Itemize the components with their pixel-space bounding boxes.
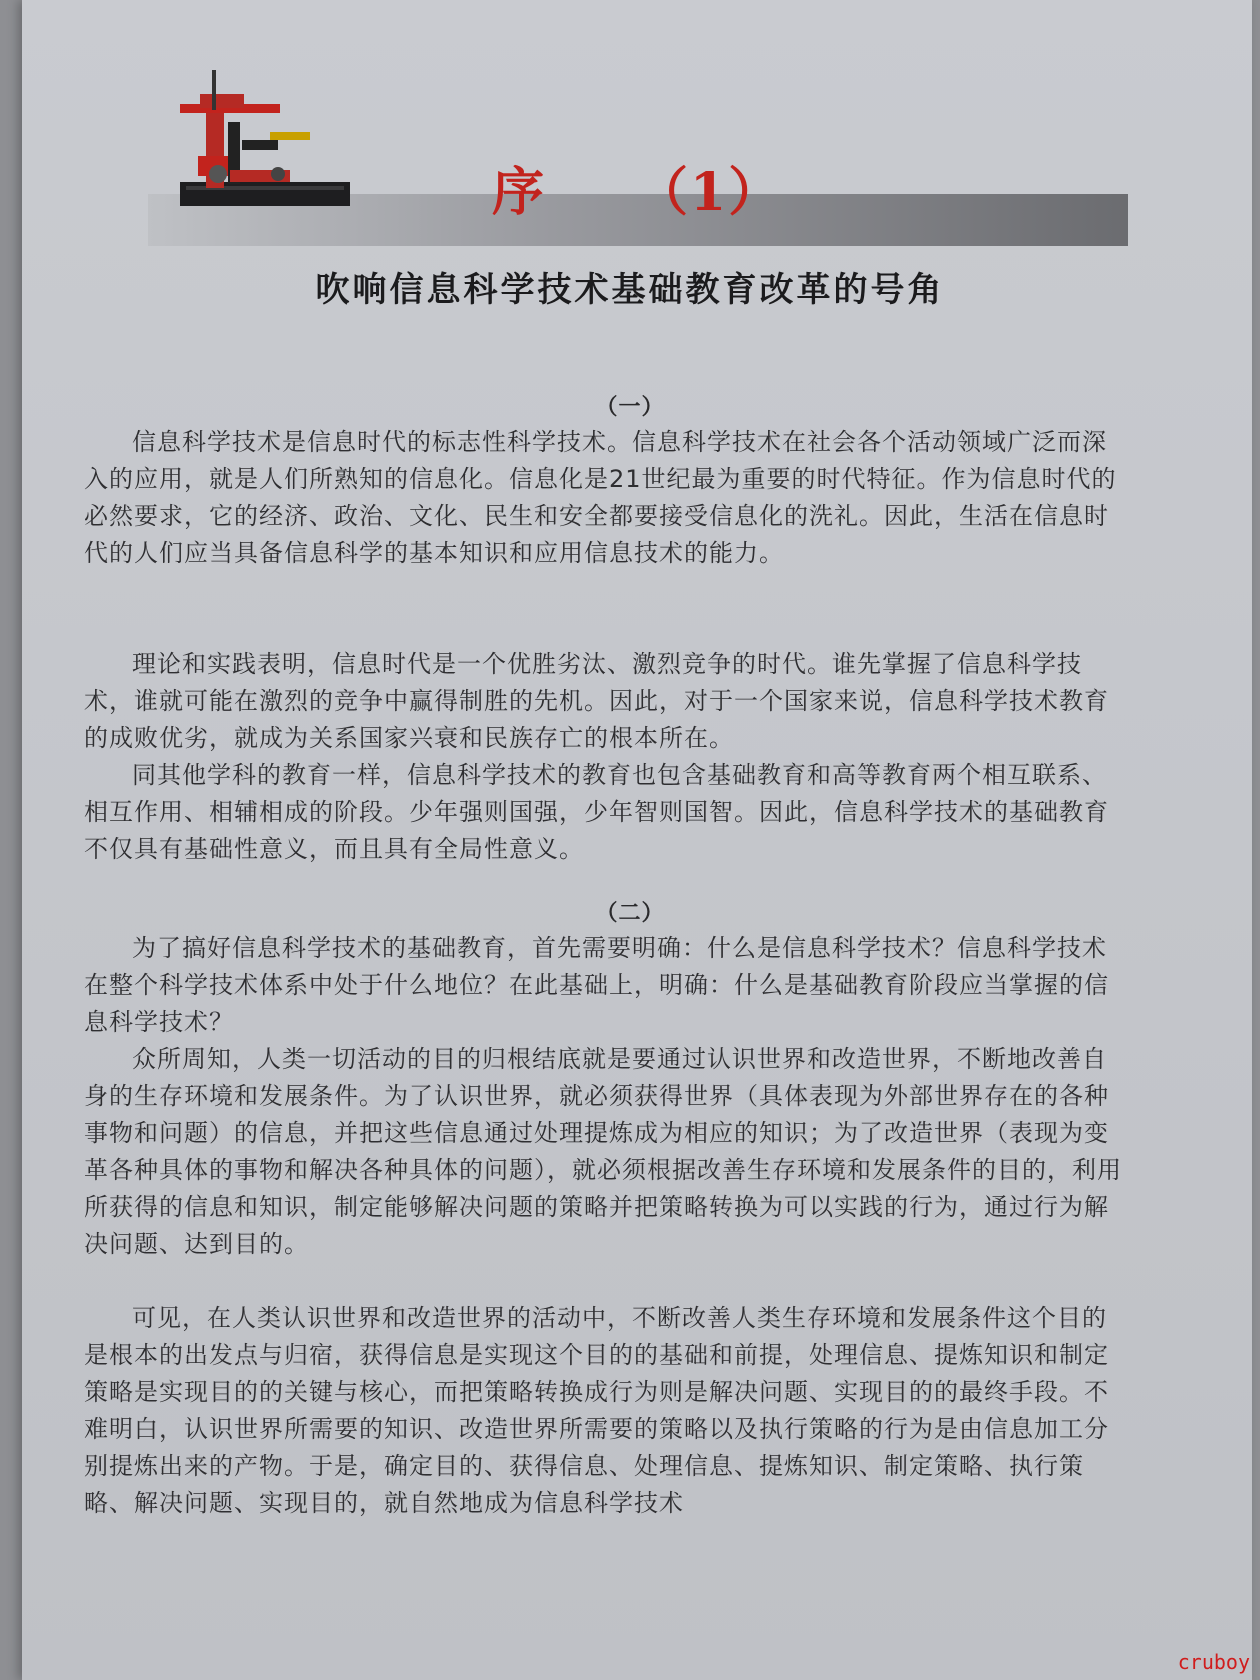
paragraph: 同其他学科的教育一样，信息科学技术的教育也包含基础教育和高等教育两个相互联系、相互作用、相辅相成的阶段。少年强则国强，少年智则国智。因此，信息科学技术的基础教育不仅具有基础性意义，而且具有全局性意义。 xyxy=(84,761,1109,863)
section-label-2: （二） xyxy=(595,901,665,926)
section-label-1: （一） xyxy=(595,395,665,420)
preface-label: 序 xyxy=(492,162,547,223)
paragraph: 为了搞好信息科学技术的基础教育，首先需要明确：什么是信息科学技术？信息科学技术在整个科学技术体系中处于什么地位？在此基础上，明确：什么是基础教育阶段应当掌握的信息科学技术？ xyxy=(84,934,1109,1036)
page-title: 吹响信息科学技术基础教育改革的号角 xyxy=(315,270,945,310)
paragraph: 众所周知，人类一切活动的目的归根结底就是要通过认识世界和改造世界，不断地改善自身的生存环境和发展条件。为了认识世界，就必须获得世界（具体表现为外部世界存在的各种事物和问题）的信息，并把这些信息通过处理提炼成为相应的知识；为了改造世界（表现为变革各种具体的事物和解决各种具体的问题），就必须根据改善生存环境和发展条件的目的，利用所获得的信息和知识，制定能够解决问题的策略并把策略转换为可以实践的行为，通过行为解决问题、达到目的。 xyxy=(84,1045,1122,1258)
paragraph: 理论和实践表明，信息时代是一个优胜劣汰、激烈竞争的时代。谁先掌握了信息科学技术，谁就可能在激烈的竞争中赢得制胜的先机。因此，对于一个国家来说，信息科学技术教育的成败优劣，就成为关系国家兴衰和民族存亡的根本所在。 xyxy=(84,650,1109,752)
paragraph: 可见，在人类认识世界和改造世界的活动中，不断改善人类生存环境和发展条件这个目的是根本的出发点与归宿，获得信息是实现这个目的的基础和前提，处理信息、提炼知识和制定策略是实现目的的关键与核心，而把策略转换成行为则是解决问题、实现目的的最终手段。不难明白，认识世界所需要的知识、改造世界所需要的策略以及执行策略的行为是由信息加工分别提炼出来的产物。于是，确定目的、获得信息、处理信息、提炼知识、制定策略、执行策略、解决问题、实现目的，就自然地成为信息科学技术 xyxy=(84,1304,1109,1517)
preface-heading xyxy=(492,150,782,225)
preface-number: （1） xyxy=(636,162,783,223)
paragraph: 信息科学技术是信息时代的标志性科学技术。信息科学技术在社会各个活动领域广泛而深入的应用，就是人们所熟知的信息化。信息化是21世纪最为重要的时代特征。作为信息时代的必然要求，它的经济、政治、文化、民生和安全都要接受信息化的洗礼。因此，生活在信息时代的人们应当具备信息科学的基本知识和应用信息技术的能力。 xyxy=(84,428,1117,567)
robot-illustration xyxy=(170,70,360,220)
watermark: cruboy xyxy=(1177,1650,1250,1674)
